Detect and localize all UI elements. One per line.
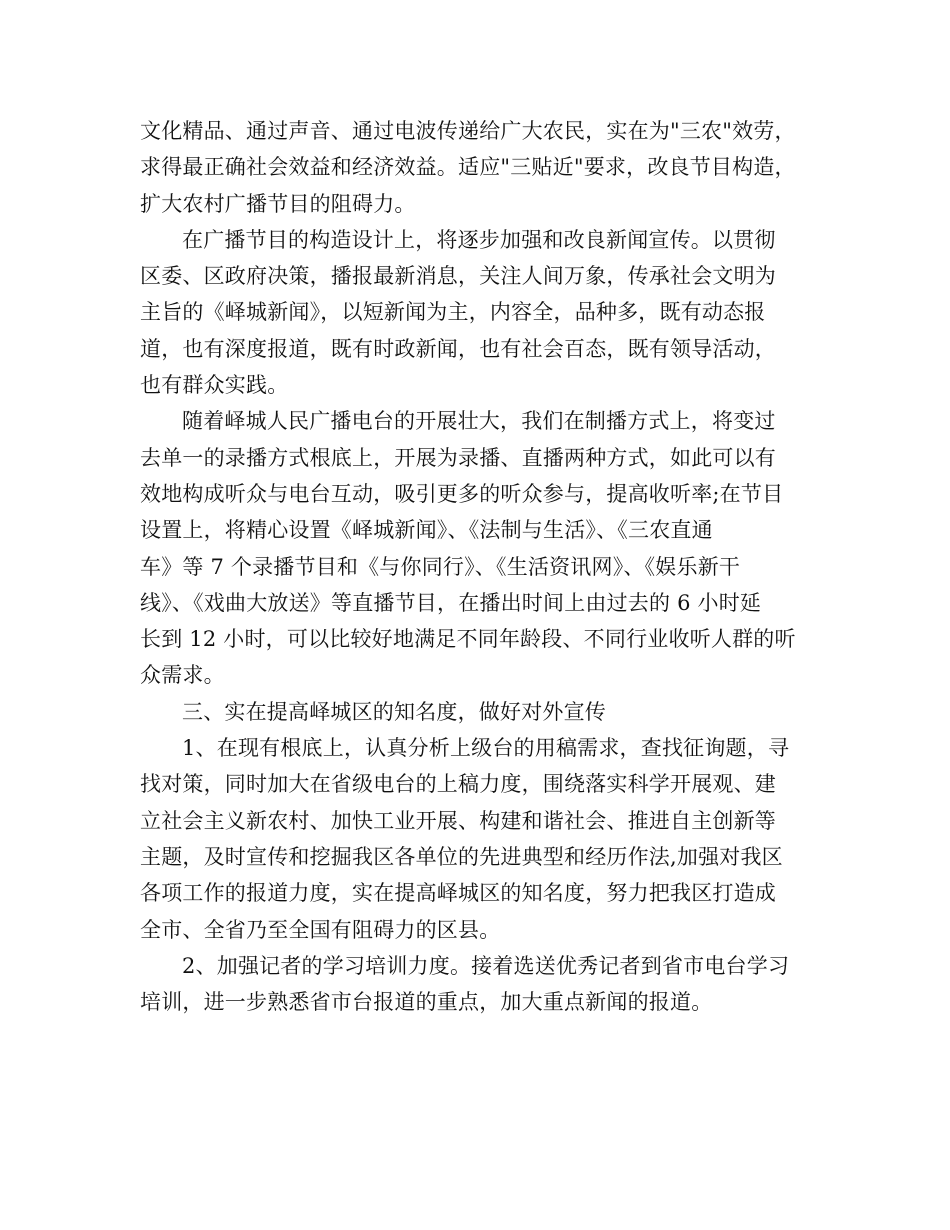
text-line: 主题，及时宣传和挖掘我区各单位的先进典型和经历作法,加强对我区 — [140, 844, 783, 869]
text-line: 随着峄城人民广播电台的开展壮大，我们在制播方式上，将变过 — [182, 409, 776, 434]
paragraph-2 — [140, 222, 812, 403]
text-line: 在广播节目的构造设计上，将逐步加强和改良新闻宣传。以贯彻 — [182, 227, 776, 252]
text-line: 全市、全省乃至全国有阻碍力的区县。 — [140, 917, 501, 942]
text-line: 道，也有深度报道，既有时政新闻，也有社会百态，既有领导活动， — [140, 336, 776, 361]
text-line: 1、在现有根底上，认真分析上级台的用稿需求，查找征询题，寻 — [182, 736, 790, 761]
text-line: 求得最正确社会效益和经济效益。适应"三贴近"要求，改良节目构造， — [140, 155, 796, 180]
text-line: 区委、区政府决策，播报最新消息，关注人间万象，传承社会文明为 — [140, 264, 776, 289]
text-line: 三、实在提高峄城区的知名度，做好对外宣传 — [182, 699, 606, 724]
text-line: 主旨的《峄城新闻》，以短新闻为主，内容全，品种多，既有动态报 — [140, 300, 766, 325]
text-line: 文化精品、通过声音、通过电波传递给广大农民，实在为"三农"效劳， — [140, 119, 796, 143]
text-line: 找对策，同时加大在省级电台的上稿力度，围绕落实科学开展观、建 — [140, 772, 776, 797]
document-body — [140, 113, 812, 1020]
text-line: 扩大农村广播节目的阻碍力。 — [140, 191, 416, 216]
paragraph-3 — [140, 403, 812, 693]
text-line: 也有群众实践。 — [140, 373, 289, 398]
text-line: 线》、《戏曲大放送》等直播节目，在播出时间上由过去的 6 小时延 — [140, 590, 762, 615]
text-line: 效地构成听众与电台互动，吸引更多的听众参与，提高收听率;在节目 — [140, 481, 784, 506]
text-line: 立社会主义新农村、加快工业开展、构建和谐社会、推进自主创新等 — [140, 808, 776, 833]
paragraph-5 — [140, 730, 812, 948]
text-line: 众需求。 — [140, 663, 225, 688]
section-heading — [140, 694, 812, 730]
text-line: 各项工作的报道力度，实在提高峄城区的知名度，努力把我区打造成 — [140, 881, 776, 906]
paragraph-1 — [140, 113, 812, 222]
text-line: 长到 12 小时，可以比较好地满足不同年龄段、不同行业收听人群的听 — [140, 627, 796, 652]
text-line: 2、加强记者的学习培训力度。接着选送优秀记者到省市电台学习 — [182, 953, 790, 978]
text-line: 车》等 7 个录播节目和《与你同行》、《生活资讯网》、《娱乐新干 — [140, 554, 741, 579]
text-line: 去单一的录播方式根底上，开展为录播、直播两种方式，如此可以有 — [140, 445, 776, 470]
text-line: 培训，进一步熟悉省市台报道的重点，加大重点新闻的报道。 — [140, 990, 713, 1015]
text-line: 设置上，将精心设置《峄城新闻》、《法制与生活》、《三农直通 — [140, 518, 713, 543]
paragraph-6 — [140, 948, 812, 1021]
